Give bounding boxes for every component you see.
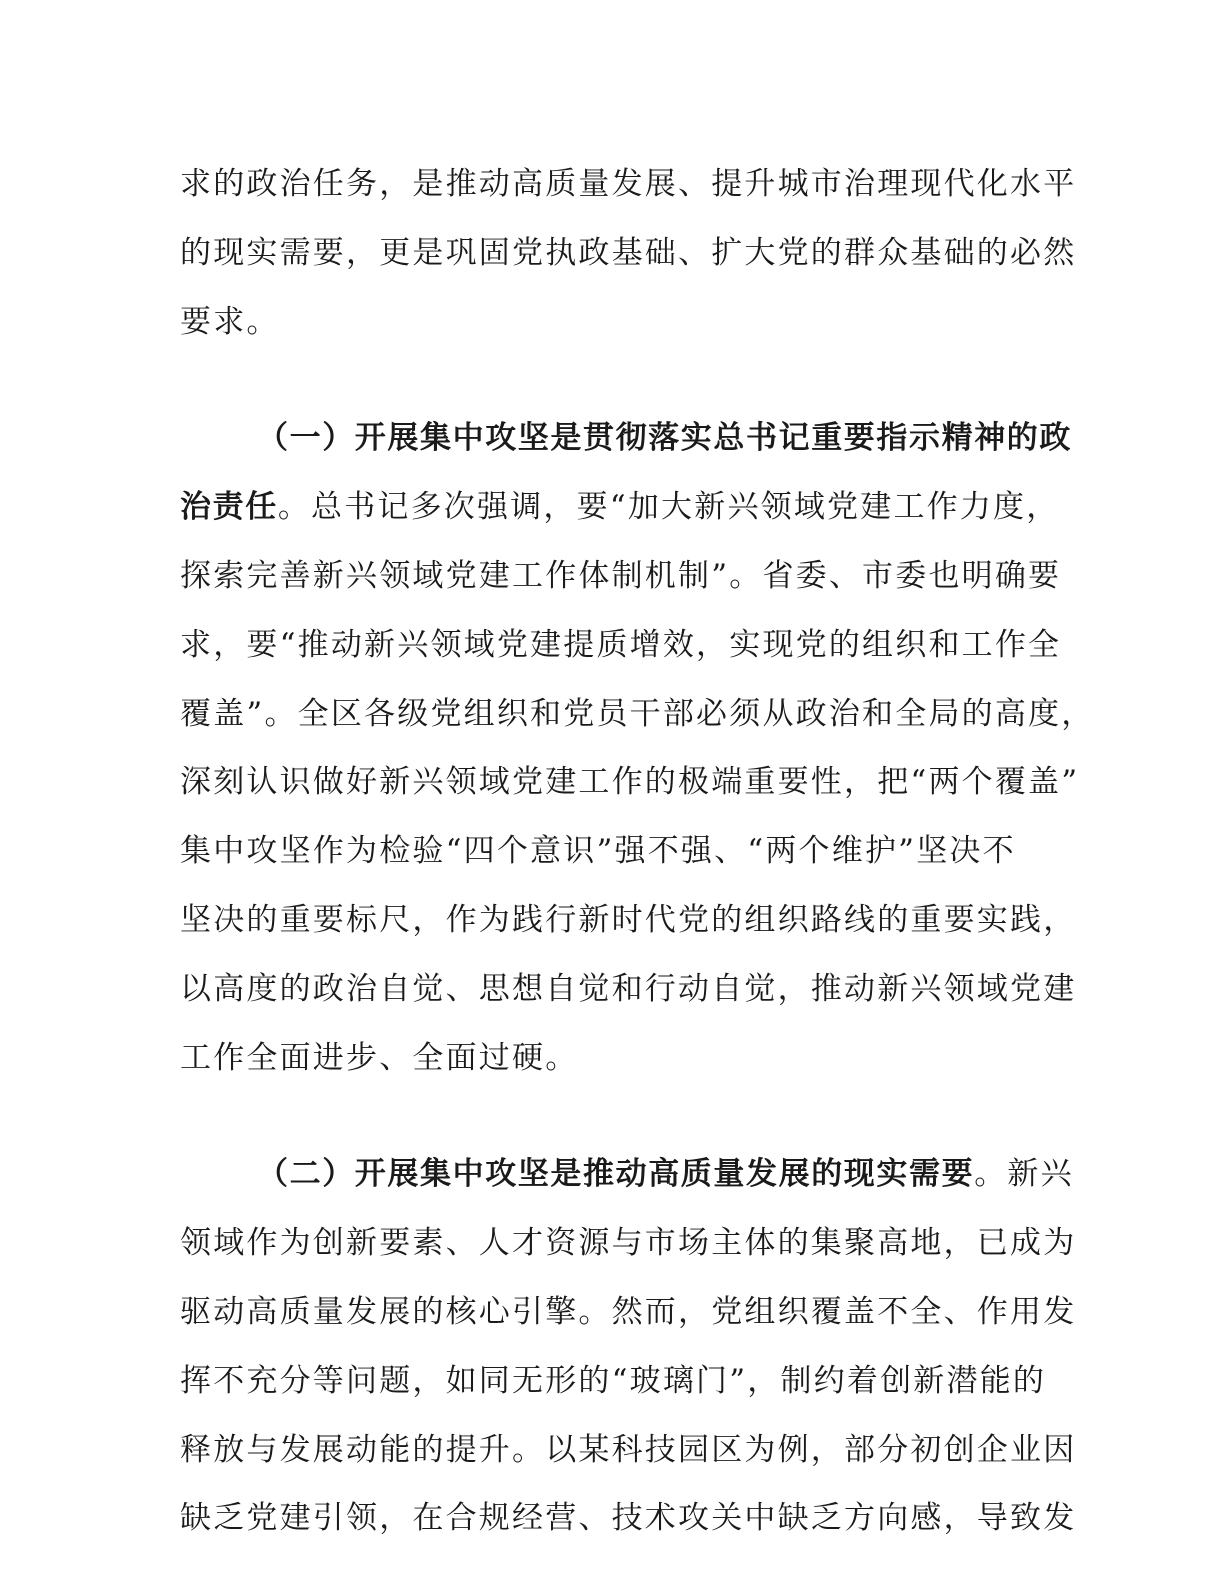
text-line: 覆盖”。全区各级党组织和党员干部必须从政治和全局的高度， — [180, 695, 1095, 732]
text-span: 。新兴 — [974, 1156, 1074, 1193]
text-line: 以高度的政治自觉、思想自觉和行动自觉，推动新兴领域党建 — [180, 970, 1077, 1007]
text-line: 释放与发展动能的提升。以某科技园区为例，部分初创企业因 — [180, 1431, 1077, 1468]
section-two-paragraph — [180, 1140, 1077, 1553]
text-span: 。总书记多次强调，要“加大新兴领域党建工作力度， — [277, 489, 1060, 526]
document-page — [180, 150, 1095, 1553]
text-line: 缺乏党建引领，在合规经营、技术攻关中缺乏方向感，导致发 — [180, 1500, 1077, 1537]
section-one-paragraph — [180, 404, 1095, 1092]
intro-paragraph — [180, 150, 1077, 356]
text-line: 集中攻坚作为检验“四个意识”强不强、“两个维护”坚决不 — [180, 833, 1016, 870]
text-line: 探索完善新兴领域党建工作体制机制”。省委、市委也明确要 — [180, 557, 1062, 594]
text-line: 驱动高质量发展的核心引擎。然而，党组织覆盖不全、作用发 — [180, 1293, 1077, 1330]
section-one-heading: （一）开展集中攻坚是贯彻落实总书记重要指示精神的政 — [257, 420, 1072, 457]
text-line: 的现实需要，更是巩固党执政基础、扩大党的群众基础的必然 — [180, 234, 1077, 271]
section-two-heading: （二）开展集中攻坚是推动高质量发展的现实需要 — [257, 1156, 975, 1193]
section-one-heading-end: 治责任 — [180, 489, 278, 526]
text-line: 坚决的重要标尺，作为践行新时代党的组织路线的重要实践， — [180, 901, 1077, 938]
text-line: 工作全面进步、全面过硬。 — [180, 1039, 579, 1076]
text-line — [180, 1140, 1074, 1209]
text-line: 要求。 — [180, 303, 280, 340]
text-line: 领域作为创新要素、人才资源与市场主体的集聚高地，已成为 — [180, 1225, 1077, 1262]
text-line: 深刻认识做好新兴领域党建工作的极端重要性，把“两个覆盖” — [180, 764, 1080, 801]
text-line: 求，要“推动新兴领域党建提质增效，实现党的组织和工作全 — [180, 626, 1062, 663]
text-line — [180, 473, 1060, 542]
text-line: 求的政治任务，是推动高质量发展、提升城市治理现代化水平 — [180, 166, 1077, 202]
text-line: 挥不充分等问题，如同无形的“玻璃门”，制约着创新潜能的 — [180, 1362, 1047, 1399]
